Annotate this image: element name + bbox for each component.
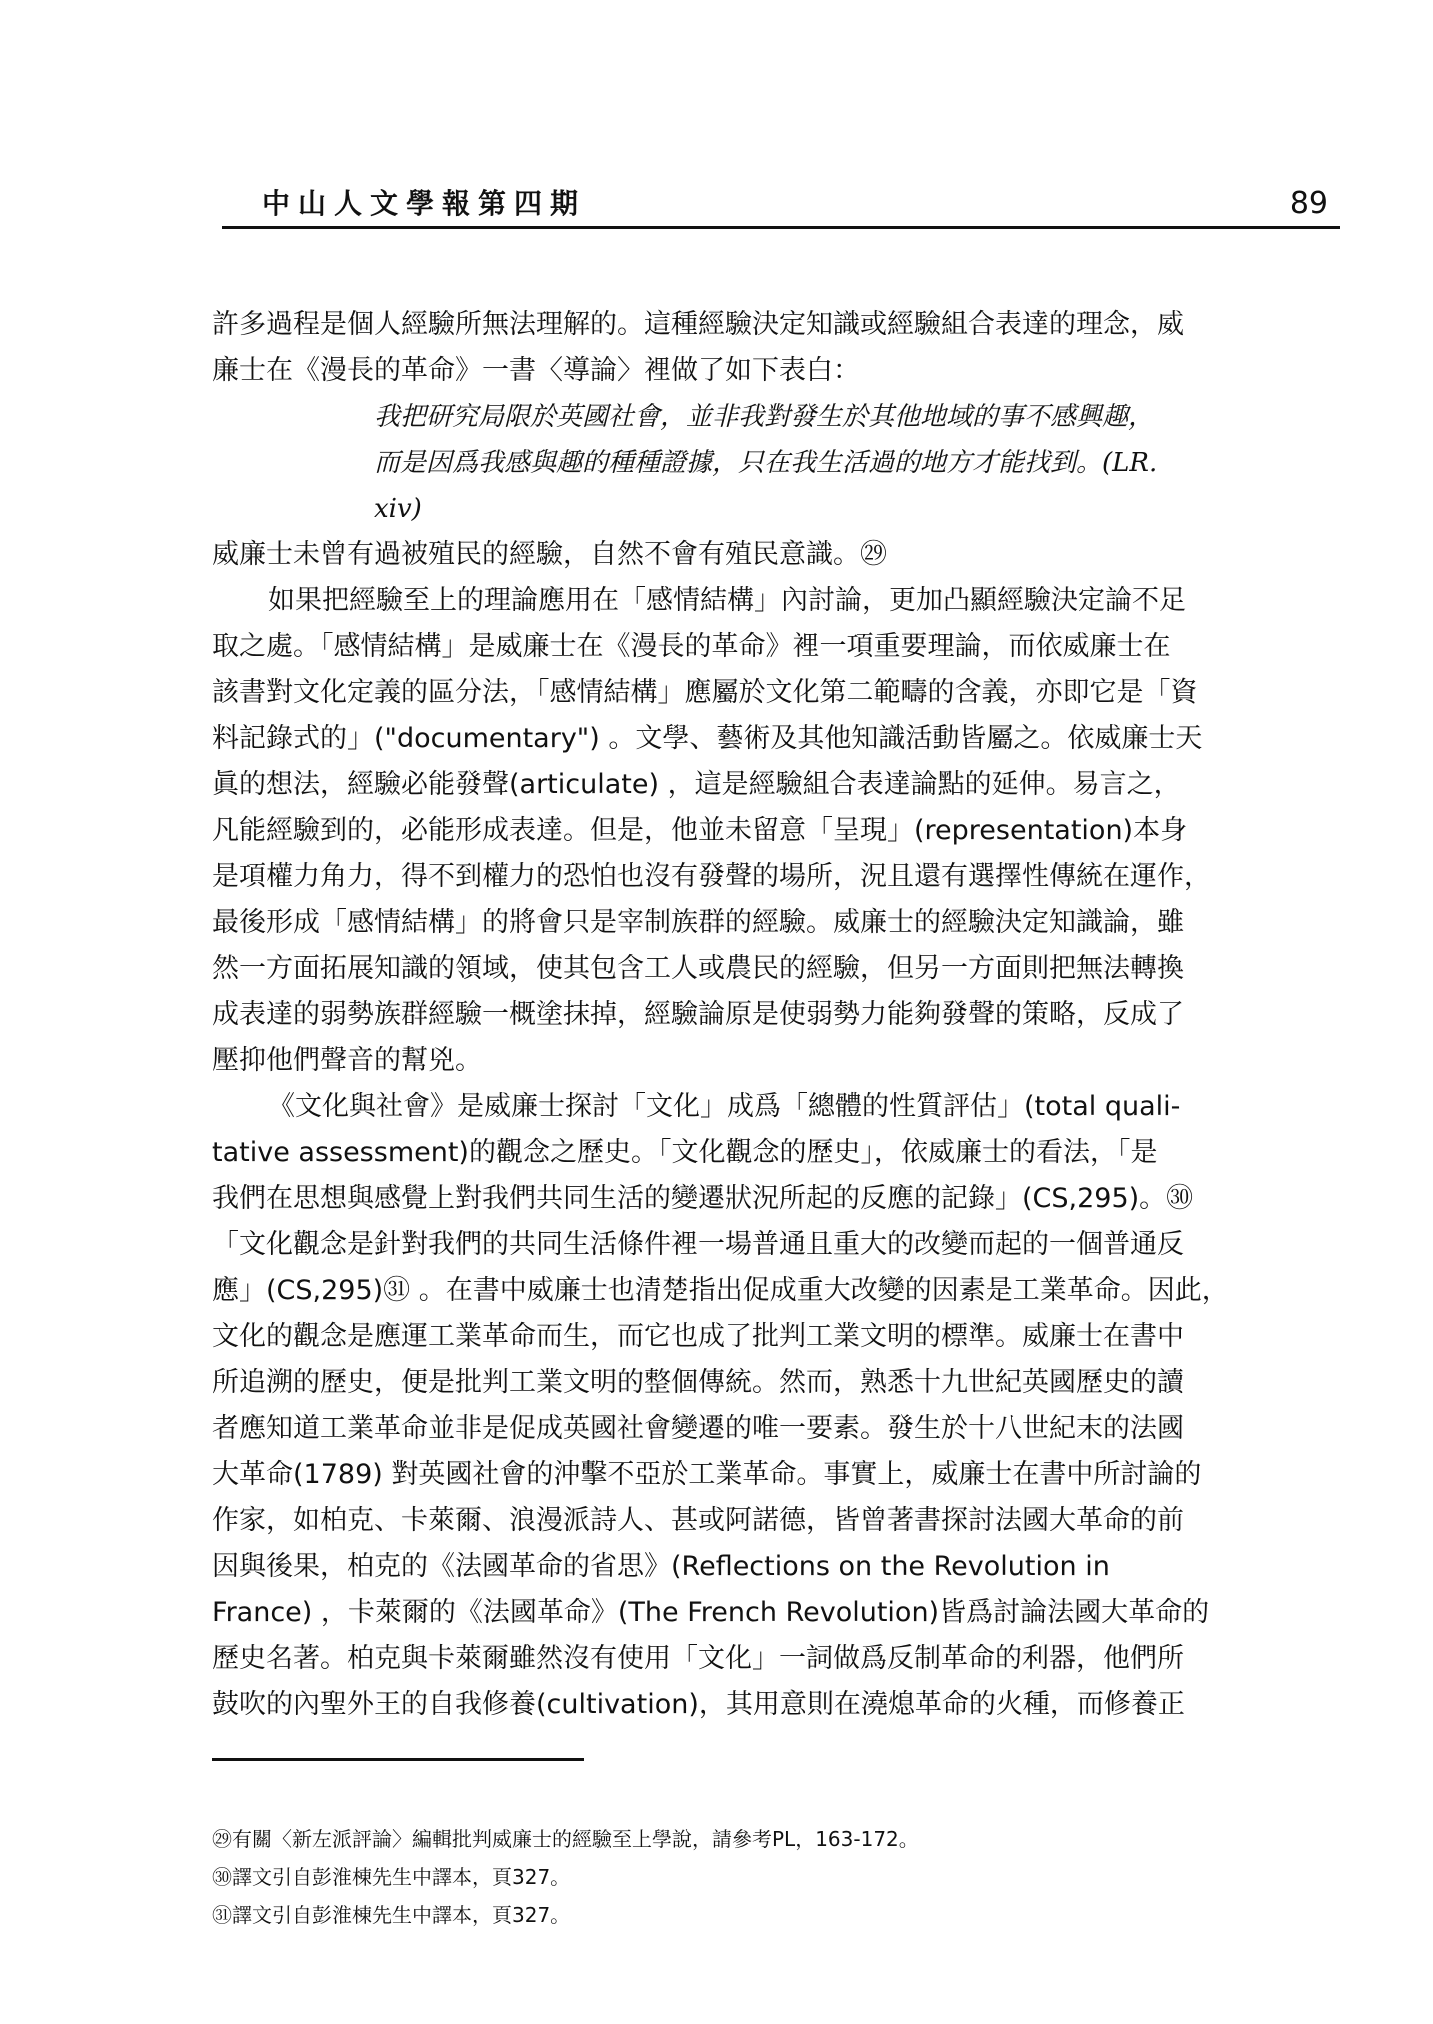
text-line: 「文化觀念是針對我們的共同生活條件裡一場普通且重大的改變而起的一個普通反	[212, 1229, 1184, 1260]
text-line: 鼓吹的內聖外王的自我修養(cultivation)，其用意則在澆熄革命的火種，而修養正	[212, 1689, 1185, 1720]
text-line: 文化的觀念是應運工業革命而生，而它也成了批判工業文明的標準。威廉士在書中	[212, 1321, 1184, 1352]
text-line: 該書對文化定義的區分法，「感情結構」應屬於文化第二範疇的含義，亦即它是「資	[212, 677, 1198, 708]
paragraph-start-line: 《文化與社會》是威廉士探討「文化」成爲「總體的性質評估」(total quali-	[268, 1091, 1181, 1122]
text-line: 作家，如柏克、卡萊爾、浪漫派詩人、甚或阿諾德，皆曾著書探討法國大革命的前	[212, 1505, 1184, 1536]
body-text	[212, 302, 1340, 1728]
text-line: tative assessment)的觀念之歷史。「文化觀念的歷史」，依威廉士的看法，「是	[212, 1137, 1158, 1168]
text-line: 成表達的弱勢族群經驗一概塗抹掉，經驗論原是使弱勢力能夠發聲的策略，反成了	[212, 999, 1184, 1030]
text-line: France) ，卡萊爾的《法國革命》(The French Revolution)皆爲討論法國大革命的	[212, 1597, 1210, 1628]
text-line: 所追溯的歷史，便是批判工業文明的整個傳統。然而，熟悉十九世紀英國歷史的讀	[212, 1367, 1184, 1398]
footnote-rule	[212, 1758, 584, 1761]
text-line: 我們在思想與感覺上對我們共同生活的變遷狀況所起的反應的記錄」(CS,295)。㉚	[212, 1183, 1194, 1214]
text-line: 眞的想法，經驗必能發聲(articulate) ，這是經驗組合表達論點的延伸。易言之，	[212, 769, 1181, 800]
text-line: 應」(CS,295)㉛ 。在書中威廉士也清楚指出促成重大改變的因素是工業革命。因此，	[212, 1275, 1229, 1306]
text-line: 壓抑他們聲音的幫兇。	[212, 1045, 482, 1076]
block-quote-line: 我把研究局限於英國社會，並非我對發生於其他地域的事不感興趣，	[374, 402, 1155, 432]
block-quote-line: 而是因爲我感與趣的種種證據，只在我生活過的地方才能找到。(LR.	[374, 448, 1158, 478]
text-line: 因與後果，柏克的《法國革命的省思》(Reflections on the Revolution in	[212, 1551, 1110, 1582]
text-line: 者應知道工業革命並非是促成英國社會變遷的唯一要素。發生於十八世紀末的法國	[212, 1413, 1184, 1444]
journal-title: 中山人文學報第四期	[262, 187, 587, 220]
text-line: 威廉士未曾有過被殖民的經驗，自然不會有殖民意識。㉙	[212, 539, 887, 570]
page-number: 89	[1289, 186, 1328, 221]
text-line: 然一方面拓展知識的領域，使其包含工人或農民的經驗，但另一方面則把無法轉換	[212, 953, 1184, 984]
footnotes	[212, 1820, 1340, 1934]
paragraph-start-line: 如果把經驗至上的理論應用在「感情結構」內討論，更加凸顯經驗決定論不足	[268, 585, 1186, 616]
footnote-30: ㉚譯文引自彭淮棟先生中譯本，頁327。	[212, 1865, 571, 1889]
text-line: 歷史名著。柏克與卡萊爾雖然沒有使用「文化」一詞做爲反制革命的利器，他們所	[212, 1643, 1184, 1674]
footnote-31: ㉛譯文引自彭淮棟先生中譯本，頁327。	[212, 1903, 571, 1927]
header-rule	[222, 226, 1340, 229]
text-line: 料記錄式的」("documentary") 。文學、藝術及其他知識活動皆屬之。依威廉士天	[212, 723, 1203, 754]
text-line: 凡能經驗到的，必能形成表達。但是，他並未留意「呈現」(representation)本身	[212, 815, 1188, 846]
text-line: 廉士在《漫長的革命》一書〈導論〉裡做了如下表白：	[212, 355, 860, 386]
block-quote-line: xiv)	[374, 494, 422, 524]
running-header	[222, 186, 1340, 228]
text-line: 是項權力角力，得不到權力的恐怕也沒有發聲的場所，況且還有選擇性傳統在運作，	[212, 861, 1211, 892]
text-line: 取之處。「感情結構」是威廉士在《漫長的革命》裡一項重要理論，而依威廉士在	[212, 631, 1171, 662]
text-line: 許多過程是個人經驗所無法理解的。這種經驗決定知識或經驗組合表達的理念，威	[212, 309, 1184, 340]
footnote-29: ㉙有關〈新左派評論〉編輯批判威廉士的經驗至上學說，請參考PL，163-172。	[212, 1827, 919, 1851]
text-line: 最後形成「感情結構」的將會只是宰制族群的經驗。威廉士的經驗決定知識論，雖	[212, 907, 1184, 938]
text-line: 大革命(1789) 對英國社會的沖擊不亞於工業革命。事實上，威廉士在書中所討論的	[212, 1459, 1202, 1490]
